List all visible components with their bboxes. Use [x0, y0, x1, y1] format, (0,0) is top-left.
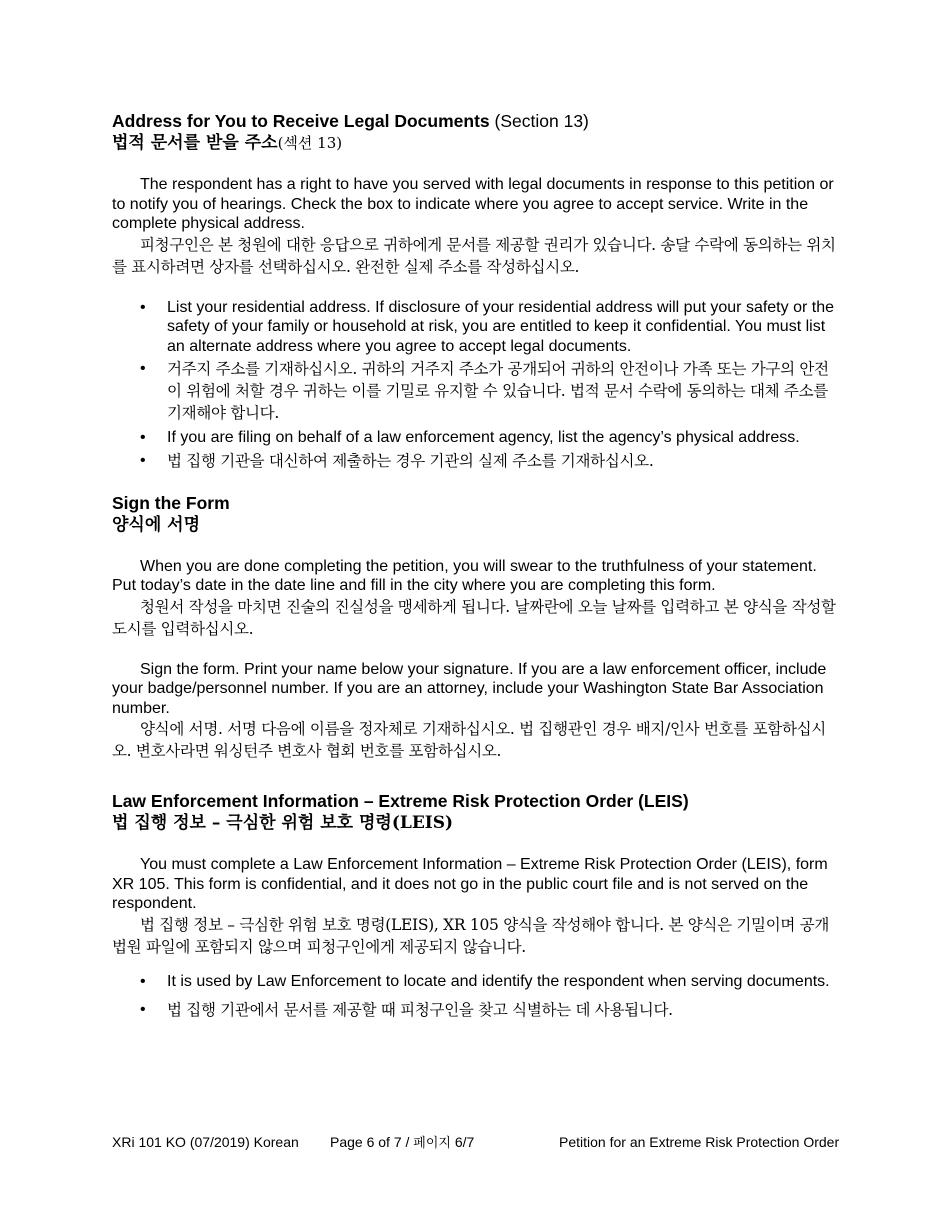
footer-page-number	[330, 1133, 474, 1153]
list-item: • 법 집행 기관을 대신하여 제출하는 경우 기관의 실제 주소를 기재하십시오.	[140, 450, 842, 472]
leis-section-heading: Law Enforcement Information – Extreme Risk Protection Order (LEIS)	[112, 791, 689, 811]
address-section-heading	[112, 110, 842, 132]
address-heading-ko-text: 법적 문서를 받을 주소	[112, 133, 278, 153]
list-item: • 법 집행 기관에서 문서를 제공할 때 피청구인을 찾고 식별하는 데 사용됩니다.	[140, 999, 842, 1021]
address-bullet-list	[112, 298, 842, 472]
list-item: • If you are filing on behalf of a law enforcement agency, list the agency’s physical address.	[140, 428, 842, 448]
address-section-heading-ko	[112, 132, 842, 154]
sign-paragraph1-ko: 청원서 작성을 마치면 진술의 진실성을 맹세하게 됩니다. 날짜란에 오늘 날짜를 입력하고 본 양식을 작성할 도시를 입력하십시오.	[112, 597, 836, 638]
sign-section-heading-ko: 양식에 서명	[112, 514, 201, 535]
leis-paragraph-ko: 법 집행 정보 – 극심한 위험 보호 명령(LEIS), XR 105 양식을 작성해야 합니다. 본 양식은 기밀이며 공개 법원 파일에 포함되지 않으며 피청구인에게 제공되지 않습니다.	[112, 915, 830, 956]
address-heading-suffix: (Section 13)	[494, 111, 589, 131]
sign-paragraph2-en: Sign the form. Print your name below your signature. If you are a law enforcement officer, include your badge/personnel number. If you are an attorney, include your Washington State Bar Association number.	[112, 660, 827, 717]
sign-section-heading: Sign the Form	[112, 492, 230, 513]
footer-form-title: Petition for an Extreme Risk Protection Order	[559, 1134, 840, 1150]
leis-paragraph-en: You must complete a Law Enforcement Information – Extreme Risk Protection Order (LEIS), form XR 105. This form is confidential, and it does not go in the public court file and is not served on the respondent.	[112, 856, 828, 912]
footer-page-ko: 페이지	[413, 1136, 451, 1151]
address-paragraph-en: The respondent has a right to have you served with legal documents in response to this petition or to notify you of hearings. Check the box to indicate where you agree to accept service. Write in the complete physical address.	[112, 176, 834, 232]
address-paragraph-ko: 피청구인은 본 청원에 대한 응답으로 귀하에게 문서를 제공할 권리가 있습니다. 송달 수락에 동의하는 위치를 표시하려면 상자를 선택하십시오. 완전한 실제 주소를 작성하십시오.	[112, 235, 836, 276]
list-item: • 거주지 주소를 기재하십시오. 귀하의 거주지 주소가 공개되어 귀하의 안전이나 가족 또는 가구의 안전이 위험에 처할 경우 귀하는 이를 기밀로 유지할 수 있습니다. 법적 문서 수락에 동의하는 대체 주소를 기재해야 합니다.	[140, 358, 842, 424]
document-page	[112, 110, 842, 1021]
sign-paragraph1-en: When you are done completing the petition, you will swear to the truthfulness of your statement. Put today’s date in the date line and fill in the city where you are completing this form.	[112, 557, 817, 594]
list-item: • List your residential address. If disclosure of your residential address will put your safety or the safety of your family or household at risk, you are entitled to keep it confidential. You must list an alternate address where you agree to accept legal documents.	[140, 298, 842, 357]
address-heading-ko-suffix: (섹션 13)	[277, 134, 343, 152]
leis-section-heading-ko: 법 집행 정보 – 극심한 위험 보호 명령(LEIS)	[112, 813, 454, 833]
footer-page-num: 6/7	[454, 1134, 475, 1150]
footer-form-id: XRi 101 KO (07/2019) Korean	[112, 1134, 299, 1150]
sign-paragraph2-ko: 양식에 서명. 서명 다음에 이름을 정자체로 기재하십시오. 법 집행관인 경우 배지/인사 번호를 포함하십시오. 변호사라면 워싱턴주 변호사 협회 번호를 포함하십시오.	[112, 720, 826, 760]
footer-page-en: Page 6 of 7 /	[330, 1134, 410, 1150]
list-item: • It is used by Law Enforcement to locate and identify the respondent when serving documents.	[140, 972, 842, 992]
leis-bullet-list	[112, 972, 842, 1022]
address-heading-text: Address for You to Receive Legal Documents	[112, 111, 490, 131]
